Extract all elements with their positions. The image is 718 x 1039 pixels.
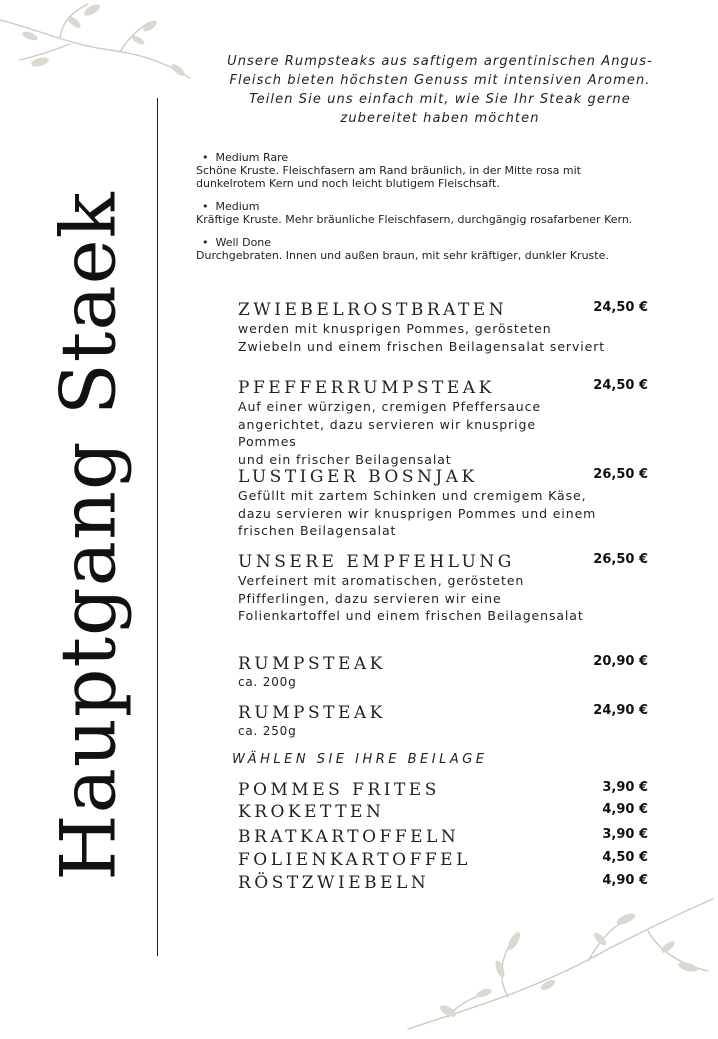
- dish-description: Zwiebeln und einem frischen Beilagensalat serviert: [238, 338, 606, 354]
- page-title: Hauptgang Staek: [43, 191, 133, 881]
- dish-name: RUMPSTEAK: [238, 654, 386, 674]
- doneness-level: • Medium: [196, 200, 696, 213]
- intro-line: Fleisch bieten höchsten Genuss mit intensiven Aromen.: [229, 73, 651, 88]
- intro-text: [176, 52, 704, 128]
- side-name: POMMES FRITES: [238, 780, 440, 800]
- dish-weight: ca. 250g: [238, 724, 297, 738]
- menu-item-rumpsteak-250g: [238, 703, 658, 739]
- dish-price: 24,50 €: [593, 300, 648, 315]
- dish-price: 24,50 €: [593, 378, 648, 393]
- sides-heading: WÄHLEN SIE IHRE BEILAGE: [232, 752, 488, 767]
- dish-price: 26,50 €: [593, 552, 648, 567]
- side-price: 4,90 €: [602, 802, 648, 817]
- dish-description: Auf einer würzigen, cremigen Pfeffersauce: [238, 399, 541, 414]
- doneness-item: [196, 200, 696, 226]
- doneness-description: dunkelrotem Kern und noch leicht blutigem Fleischsaft.: [196, 177, 500, 190]
- dish-price: 20,90 €: [593, 654, 648, 669]
- dish-description: dazu servieren wir knusprigen Pommes und einem: [238, 505, 597, 521]
- side-price: 4,90 €: [602, 873, 648, 888]
- dish-description: Gefüllt mit zartem Schinken und cremigem Käse,: [238, 488, 587, 503]
- dish-name: UNSERE EMPFEHLUNG: [238, 552, 515, 572]
- dish-name: LUSTIGER BOSNJAK: [238, 467, 478, 487]
- vertical-divider: [157, 98, 158, 956]
- doneness-list: [196, 151, 696, 272]
- leaf-branch-decoration-top: [0, 0, 200, 110]
- side-name: RÖSTZWIEBELN: [238, 873, 430, 893]
- leaf-branch-decoration-bottom: [388, 889, 718, 1039]
- dish-description: Verfeinert mit aromatischen, gerösteten: [238, 573, 525, 588]
- side-item: [238, 780, 658, 802]
- dish-description: angerichtet, dazu servieren wir knusprige: [238, 416, 536, 432]
- dish-description: frischen Beilagensalat: [238, 523, 397, 538]
- dish-description: Pommes: [238, 434, 297, 449]
- side-item: [238, 802, 658, 824]
- side-price: 3,90 €: [602, 780, 648, 795]
- menu-item-unsere-empfehlung: [238, 552, 658, 625]
- side-item: [238, 850, 658, 872]
- dish-description: werden mit knusprigen Pommes, gerösteten: [238, 321, 552, 336]
- dish-price: 26,50 €: [593, 467, 648, 482]
- side-name: FOLIENKARTOFFEL: [238, 850, 471, 870]
- intro-line: Teilen Sie uns einfach mit, wie Sie Ihr Steak gerne: [249, 92, 631, 107]
- dish-description: Pfifferlingen, dazu servieren wir eine: [238, 590, 502, 606]
- doneness-item: [196, 151, 696, 190]
- dish-name: PFEFFERRUMPSTEAK: [238, 378, 495, 398]
- side-price: 3,90 €: [602, 827, 648, 842]
- menu-item-zwiebelrostbraten: [238, 300, 658, 355]
- dish-description: und ein frischer Beilagensalat: [238, 451, 452, 467]
- doneness-description: Schöne Kruste. Fleischfasern am Rand bräunlich, in der Mitte rosa mit: [196, 164, 581, 177]
- doneness-description: Durchgebraten. Innen und außen braun, mit sehr kräftiger, dunkler Kruste.: [196, 249, 609, 262]
- side-name: KROKETTEN: [238, 802, 385, 822]
- doneness-level: • Medium Rare: [196, 151, 696, 164]
- menu-item-rumpsteak-200g: [238, 654, 658, 690]
- intro-line: zubereitet haben möchten: [340, 111, 540, 126]
- dish-name: ZWIEBELROSTBRATEN: [238, 300, 508, 320]
- dish-weight: ca. 200g: [238, 675, 297, 689]
- menu-item-pfefferrumpsteak: [238, 378, 658, 468]
- dish-name: RUMPSTEAK: [238, 703, 386, 723]
- side-price: 4,50 €: [602, 850, 648, 865]
- intro-line: Unsere Rumpsteaks aus saftigem argentinischen Angus-: [227, 54, 653, 69]
- dish-description: Folienkartoffel und einem frischen Beilagensalat: [238, 608, 584, 623]
- dish-price: 24,90 €: [593, 703, 648, 718]
- doneness-item: [196, 236, 696, 262]
- side-name: BRATKARTOFFELN: [238, 827, 460, 847]
- doneness-level: • Well Done: [196, 236, 696, 249]
- doneness-description: Kräftige Kruste. Mehr bräunliche Fleischfasern, durchgängig rosafarbener Kern.: [196, 213, 633, 226]
- side-item: [238, 827, 658, 849]
- menu-item-lustiger-bosnjak: [238, 467, 658, 540]
- side-item: [238, 873, 658, 895]
